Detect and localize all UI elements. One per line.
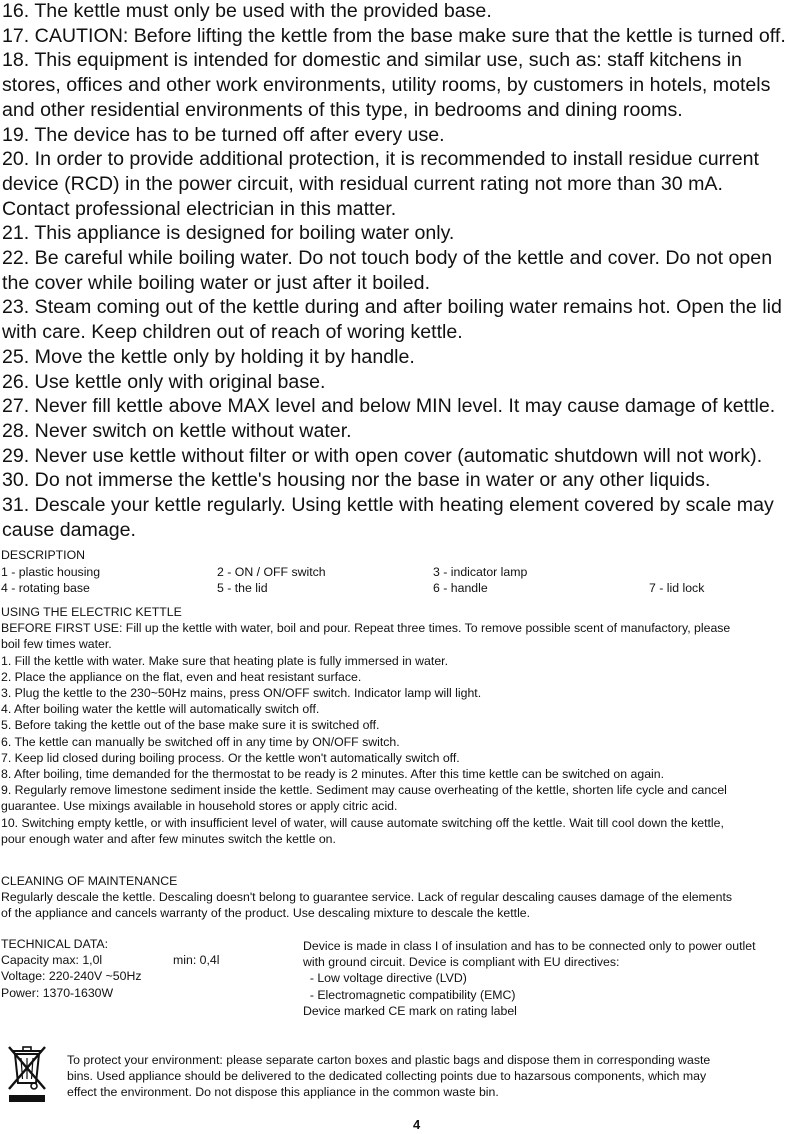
using-section bbox=[1, 604, 786, 847]
paragraph-line: Regularly descale the kettle. Descaling doesn't belong to guarantee service. Lack of regular descaling causes damage of the elements bbox=[1, 890, 733, 905]
paragraph-line: of the appliance and cancels warranty of the product. Use descaling mixture to descale the kettle. bbox=[1, 906, 531, 921]
list-item: guarantee. Use mixings available in household stores or apply citric acid. bbox=[1, 799, 398, 814]
list-item: 7. Keep lid closed during boiling process. Or the kettle won't automatically switch off. bbox=[1, 750, 460, 765]
description-row bbox=[1, 580, 786, 596]
list-item: 9. Regularly remove limestone sediment inside the kettle. Sediment may cause overheating of the kettle, shorten life cycle and cancel bbox=[1, 783, 727, 798]
safety-line: 25. Move the kettle only by holding it by handle. bbox=[2, 345, 415, 368]
safety-line: 20. In order to provide additional protection, it is recommended to install residue current bbox=[2, 148, 759, 171]
paragraph-line: with ground circuit. Device is compliant with EU directives: bbox=[303, 955, 620, 970]
safety-line: 31. Descale your kettle regularly. Using kettle with heating element covered by scale may bbox=[2, 494, 774, 517]
safety-line: 16. The kettle must only be used with the provided base. bbox=[2, 0, 492, 22]
safety-line: 21. This appliance is designed for boiling water only. bbox=[2, 222, 455, 245]
safety-line: 18. This equipment is intended for domestic and similar use, such as: staff kitchens in bbox=[2, 49, 742, 72]
paragraph-line: boil few times water. bbox=[1, 637, 112, 652]
safety-line: the cover while boiling water or just after it boiled. bbox=[2, 271, 431, 294]
power: Power: 1370-1630W bbox=[1, 985, 114, 1000]
cleaning-section bbox=[1, 873, 786, 922]
paragraph-line: bins. Used appliance should be delivered to the dedicated collecting points due to hazarsous components, which may bbox=[67, 1069, 707, 1084]
list-item: 3. Plug the kettle to the 230~50Hz mains, press ON/OFF switch. Indicator lamp will light. bbox=[1, 686, 482, 701]
safety-line: cause damage. bbox=[2, 518, 136, 541]
description-row bbox=[1, 564, 786, 580]
safety-line: 23. Steam coming out of the kettle during and after boiling water remains hot. Open the lid bbox=[2, 296, 782, 319]
capacity-min: min: 0,4l bbox=[173, 953, 220, 968]
capacity-line bbox=[1, 952, 291, 968]
description-heading: DESCRIPTION bbox=[1, 548, 86, 562]
section-heading: USING THE ELECTRIC KETTLE bbox=[1, 605, 182, 619]
safety-line: 27. Never fill kettle above MAX level and below MIN level. It may cause damage of kettle. bbox=[2, 395, 776, 418]
safety-line: 22. Be careful while boiling water. Do not touch body of the kettle and cover. Do not open bbox=[2, 247, 773, 270]
compliance-info bbox=[303, 938, 786, 1019]
list-item: 4. After boiling water the kettle will automatically switch off. bbox=[1, 702, 320, 717]
voltage: Voltage: 220-240V ~50Hz bbox=[1, 969, 142, 984]
part-label: 7 - lid lock bbox=[649, 581, 705, 596]
paragraph-line: BEFORE FIRST USE: Fill up the kettle with water, boil and pour. Repeat three times. To remove possible scent of manufactory, please bbox=[1, 621, 731, 636]
part-label: 3 - indicator lamp bbox=[433, 565, 528, 579]
safety-line: and other residential environments of this type, in bedrooms and dining rooms. bbox=[2, 98, 683, 121]
list-item: pour enough water and after few minutes switch the kettle on. bbox=[1, 831, 336, 846]
list-item: 8. After boiling, time demanded for the thermostat to be ready is 2 minutes. After this time kettle can be switched on again. bbox=[1, 767, 665, 782]
crossed-out-wheelie-bin-icon bbox=[4, 1043, 50, 1105]
safety-line: 30. Do not immerse the kettle's housing nor the base in water or any other liquids. bbox=[2, 469, 711, 492]
safety-line: 19. The device has to be turned off after every use. bbox=[2, 123, 445, 146]
list-item: 6. The kettle can manually be switched off in any time by ON/OFF switch. bbox=[1, 734, 400, 749]
environment-notice bbox=[67, 1052, 786, 1101]
part-label: 4 - rotating base bbox=[1, 581, 90, 596]
safety-line: stores, offices and other work environments, utility rooms, by customers in hotels, motels bbox=[2, 74, 771, 97]
safety-line: device (RCD) in the power circuit, with residual current rating not more than 30 mA. bbox=[2, 172, 723, 195]
safety-line: 17. CAUTION: Before lifting the kettle from the base make sure that the kettle is turned off. bbox=[2, 24, 786, 47]
part-label: 6 - handle bbox=[433, 581, 488, 596]
paragraph-line: To protect your environment: please separate carton boxes and plastic bags and dispose them in corresponding waste bbox=[67, 1053, 711, 1067]
list-item: 1. Fill the kettle with water. Make sure that heating plate is fully immersed in water. bbox=[1, 653, 448, 668]
description-parts bbox=[1, 564, 786, 597]
safety-line: Contact professional electrician in this matter. bbox=[2, 197, 397, 220]
safety-line: 26. Use kettle only with original base. bbox=[2, 370, 326, 393]
list-item: 2. Place the appliance on the flat, even and heat resistant surface. bbox=[1, 669, 362, 684]
paragraph-line: effect the environment. Do not dispose this appliance in the common waste bin. bbox=[67, 1085, 499, 1100]
safety-line: with care. Keep children out of reach of woring kettle. bbox=[2, 321, 463, 344]
paragraph-line: - Low voltage directive (LVD) bbox=[303, 971, 467, 986]
paragraph-line: Device is made in class I of insulation and has to be connected only to power outlet bbox=[303, 939, 756, 953]
part-label: 5 - the lid bbox=[217, 581, 268, 596]
section-heading: CLEANING OF MAINTENANCE bbox=[1, 874, 178, 888]
list-item: 5. Before taking the kettle out of the base make sure it is switched off. bbox=[1, 718, 380, 733]
part-label: 1 - plastic housing bbox=[1, 565, 101, 579]
part-label: 2 - ON / OFF switch bbox=[217, 565, 326, 579]
technical-data bbox=[1, 936, 291, 1001]
safety-line: 28. Never switch on kettle without water. bbox=[2, 419, 352, 442]
safety-instructions bbox=[2, 0, 786, 542]
capacity-max: Capacity max: 1,0l bbox=[1, 953, 103, 968]
section-heading: TECHNICAL DATA: bbox=[1, 937, 109, 951]
page-number: 4 bbox=[413, 1117, 421, 1132]
paragraph-line: - Electromagnetic compatibility (EMC) bbox=[303, 987, 516, 1002]
list-item: 10. Switching empty kettle, or with insufficient level of water, will cause automate switching off the kettle. Wait till cool down the kettle, bbox=[1, 815, 724, 830]
paragraph-line: Device marked CE mark on rating label bbox=[303, 1003, 517, 1018]
safety-line: 29. Never use kettle without filter or with open cover (automatic shutdown will not work). bbox=[2, 444, 763, 467]
